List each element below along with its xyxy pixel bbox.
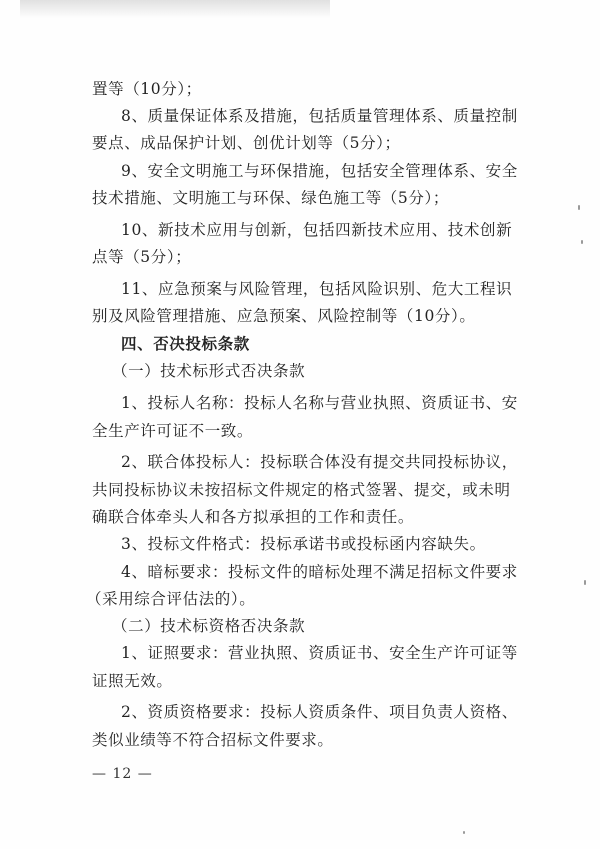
scan-speck xyxy=(584,580,586,585)
text-line: 1、投标人名称：投标人名称与营业执照、资质证书、安 xyxy=(121,394,518,412)
text-line: （采用综合评估法的）。 xyxy=(86,590,256,608)
text-line: 共同投标协议未按招标文件规定的格式签署、提交，或未明 xyxy=(92,481,511,499)
text-line: 置等（10分）； xyxy=(92,80,202,98)
text-line: 8、质量保证体系及措施，包括质量管理体系、质量控制 xyxy=(121,107,518,125)
text-line: 技术措施、文明施工与环保、绿色施工等（5分）； xyxy=(92,189,449,207)
text-line: 9、安全文明施工与环保措施，包括安全管理体系、安全 xyxy=(121,162,518,180)
text-line: 确联合体牵头人和各方拟承担的工作和责任。 xyxy=(92,508,415,526)
text-line: 类似业绩等不符合招标文件要求。 xyxy=(92,731,334,749)
text-line: 证照无效。 xyxy=(92,672,173,690)
text-line: 2、资质资格要求：投标人资质条件、项目负责人资格、 xyxy=(121,703,518,721)
text-line: 4、暗标要求：投标文件的暗标处理不满足招标文件要求 xyxy=(121,563,518,581)
text-line: 3、投标文件格式：投标承诺书或投标函内容缺失。 xyxy=(121,535,486,553)
section-heading: 四、否决投标条款 xyxy=(121,335,250,353)
text-line: 2、联合体投标人：投标联合体没有提交共同投标协议， xyxy=(121,453,518,471)
subsection-heading: （一）技术标形式否决条款 xyxy=(112,362,306,380)
subsection-heading: （二）技术标资格否决条款 xyxy=(112,617,306,635)
page-number: — 12 — xyxy=(92,766,153,782)
text-line: 全生产许可证不一致。 xyxy=(92,422,254,440)
text-line: 10、新技术应用与创新，包括四新技术应用、技术创新 xyxy=(121,221,513,239)
text-line: 要点、成品保护计划、创优计划等（5分）； xyxy=(92,134,401,152)
text-line: 点等（5分）； xyxy=(92,248,192,266)
scan-speck xyxy=(463,831,465,834)
text-line: 1、证照要求：营业执照、资质证书、安全生产许可证等 xyxy=(121,644,518,662)
text-line: 11、应急预案与风险管理，包括风险识别、危大工程识 xyxy=(121,280,513,298)
scan-speck xyxy=(581,240,583,244)
scan-smudge xyxy=(20,0,330,18)
scan-speck xyxy=(578,205,580,210)
text-line: 别及风险管理措施、应急预案、风险控制等（10分）。 xyxy=(92,307,476,325)
